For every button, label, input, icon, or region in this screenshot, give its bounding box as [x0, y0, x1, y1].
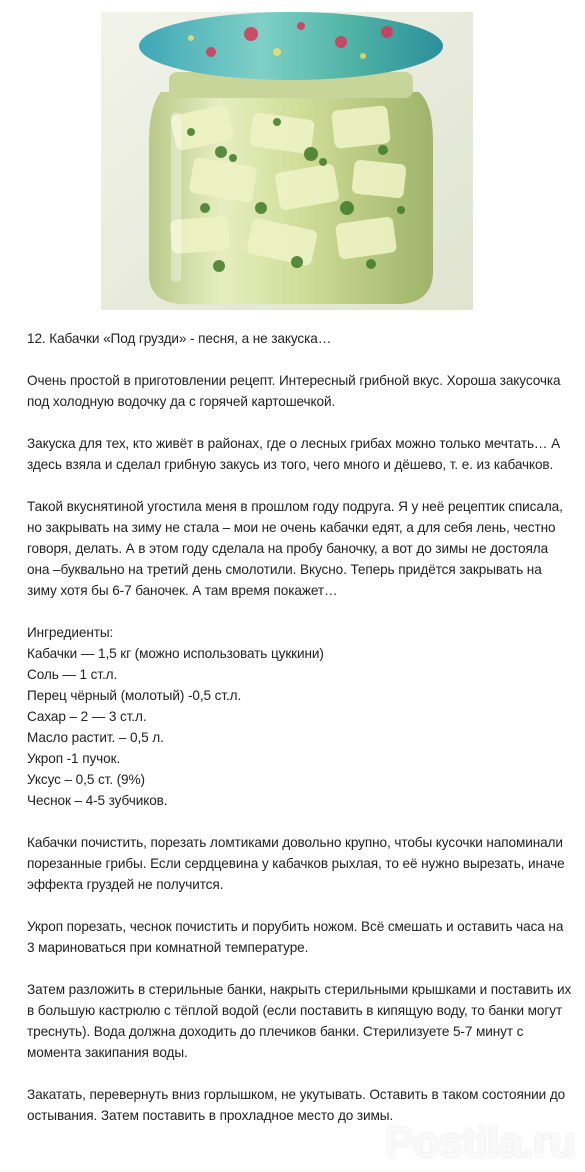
step-paragraph: Укроп порезать, чеснок почистить и порубить ножом. Всё смешать и оставить часа на 3 мариноваться при комнатной температуре.: [27, 919, 564, 955]
intro-paragraph: Очень простой в приготовлении рецепт. Интересный грибной вкус. Хороша закусочка под холодную водочку да с горячей картошечкой.: [27, 373, 561, 409]
postila-watermark: Postila.ru: [384, 1118, 575, 1167]
ingredient-item: Соль — 1 ст.л.: [27, 667, 118, 682]
step-paragraph: Затем разложить в стерильные банки, накрыть стерильными крышками и поставить их в большую кастрюлю с тёплой водой (если поставить в кипящую воду, то банки могут треснуть). Вода должна доходить до плечиков банки. Стерилизуете 5-7 минут с момента закипания воды.: [27, 982, 572, 1060]
ingredient-item: Уксус – 0,5 ст. (9%): [27, 772, 145, 787]
ingredient-item: Перец чёрный (молотый) -0,5 ст.л.: [27, 688, 242, 703]
article-title: 12. Кабачки «Под грузди» - песня, а не закуска…: [27, 331, 332, 346]
recipe-article: [27, 328, 572, 1147]
jar-of-pickled-zucchini-image: [101, 12, 473, 310]
ingredient-item: Сахар – 2 — 3 ст.л.: [27, 709, 147, 724]
step-paragraph: Закатать, перевернуть вниз горлышком, не укутывать. Оставить в таком состоянии до остывания. Затем поставить в прохладное место до зимы.: [27, 1087, 566, 1123]
ingredient-item: Кабачки — 1,5 кг (можно использовать цуккини): [27, 646, 324, 661]
ingredient-item: Масло растит. – 0,5 л.: [27, 730, 164, 745]
jar-photo: [101, 12, 473, 310]
ingredients-title: Ингредиенты:: [27, 625, 114, 640]
ingredients-list: [27, 643, 572, 811]
ingredient-item: Укроп -1 пучок.: [27, 751, 121, 766]
intro-paragraph: Закуска для тех, кто живёт в районах, где о лесных грибах можно только мечтать… А здесь взяла и сделал грибную закусь из того, чего много и дёшево, т. е. из кабачков.: [27, 436, 561, 472]
intro-paragraph: Такой вкуснятиной угостила меня в прошлом году подруга. Я у неё рецептик списала, но закрывать на зиму не стала – мои не очень кабачки едят, а для себя лень, честно говоря, делать. А в этом году сделала на пробу баночку, а вот до зимы не достояла она –буквально на третий день смолотили. Вкусно. Теперь придётся закрывать на зиму хотя бы 6-7 баночек. А там время покажет…: [27, 499, 563, 598]
step-paragraph: Кабачки почистить, порезать ломтиками довольно крупно, чтобы кусочки напоминали порезанные грибы. Если сердцевина у кабачков рыхлая, то её нужно вырезать, иначе эффекта груздей не получится.: [27, 835, 565, 892]
ingredient-item: Чеснок – 4-5 зубчиков.: [27, 793, 168, 808]
